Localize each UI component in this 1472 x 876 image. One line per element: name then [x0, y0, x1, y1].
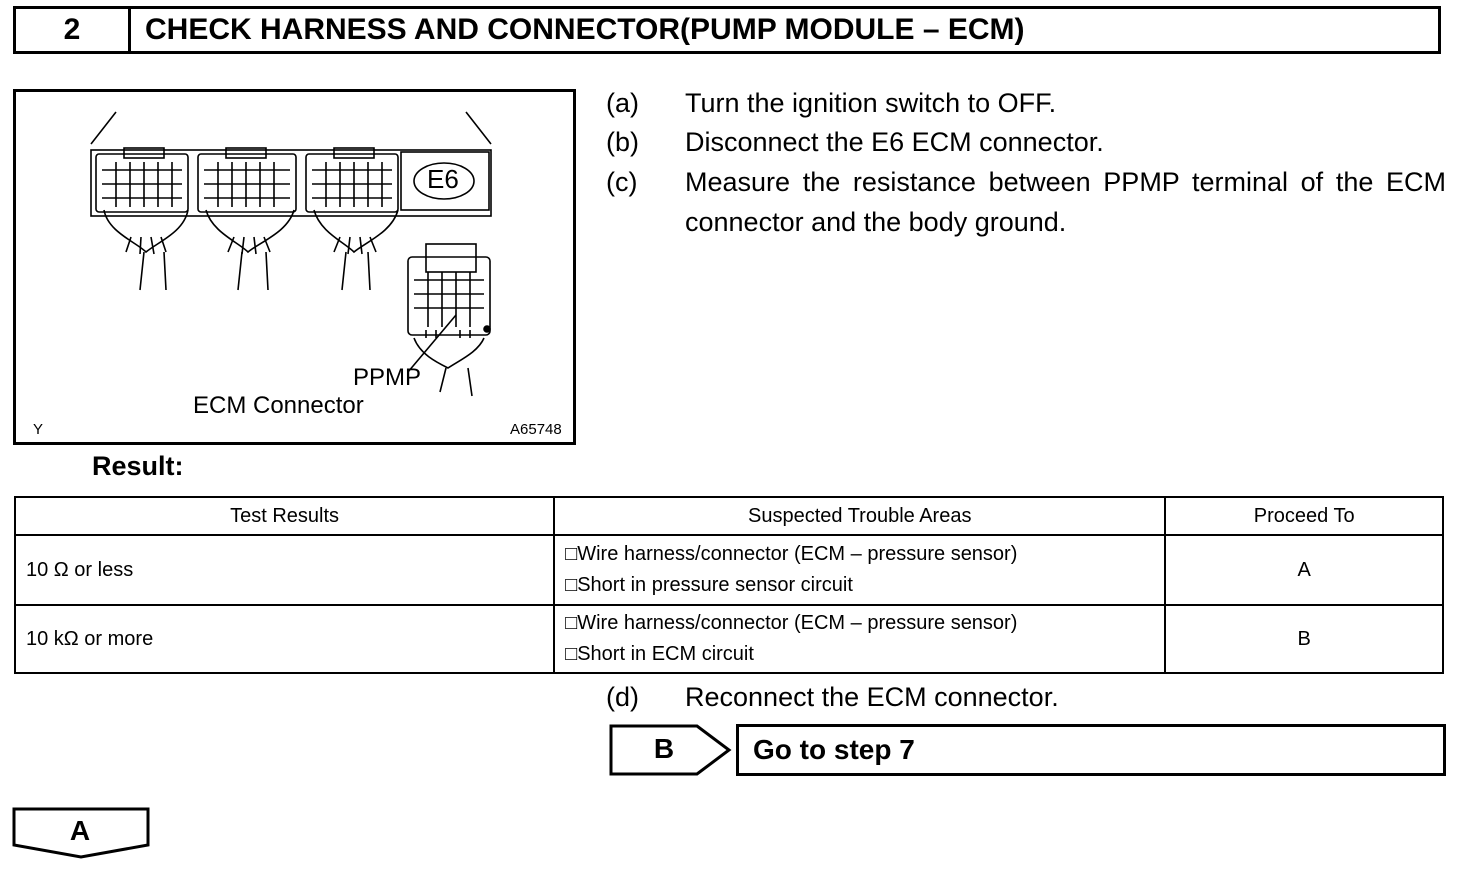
table-row — [15, 535, 1443, 605]
result-label: Result: — [92, 451, 184, 481]
proceed-to-cell: B — [1165, 605, 1443, 673]
connector-illustration — [13, 89, 576, 445]
instruction-d — [606, 677, 1446, 717]
table-header-row — [15, 497, 1443, 535]
go-to-step-link[interactable]: Go to step 7 — [736, 724, 1446, 776]
connector-label: ECM Connector — [193, 392, 364, 419]
instruction-c — [606, 162, 1446, 242]
instruction-letter: (d) — [606, 682, 639, 712]
corner-mark: Y — [33, 421, 44, 438]
connector-id-label: E6 — [427, 164, 459, 194]
test-result-cell: 10 Ω or less — [15, 535, 554, 605]
instruction-text: Disconnect the E6 ECM connector. — [685, 127, 1104, 157]
terminal-label: PPMP — [353, 364, 422, 391]
trouble-area: □Short in pressure sensor circuit — [565, 574, 853, 596]
instruction-letter: (b) — [606, 127, 639, 157]
step-number: 2 — [16, 9, 131, 51]
column-header: Suspected Trouble Areas — [554, 497, 1165, 535]
instruction-b — [606, 122, 1446, 162]
instruction-letter: (c) — [606, 167, 638, 197]
step-title: CHECK HARNESS AND CONNECTOR(PUMP MODULE – ECM) — [145, 13, 1025, 46]
ecm-connector-drawing — [16, 92, 573, 442]
column-header: Proceed To — [1165, 497, 1443, 535]
figure-id: A65748 — [510, 421, 562, 438]
branch-a-label[interactable]: A — [69, 815, 91, 846]
step-header — [13, 6, 1441, 54]
trouble-area: □Short in ECM circuit — [565, 643, 754, 665]
ppmp-terminal-dot — [484, 326, 490, 332]
instruction-text: Measure the resistance between PPMP terminal of the ECM connector and the body ground. — [685, 167, 1446, 237]
trouble-areas-cell — [554, 605, 1165, 673]
trouble-area: □Wire harness/connector (ECM – pressure sensor) — [565, 612, 1018, 634]
results-table — [14, 496, 1444, 674]
column-header: Test Results — [15, 497, 554, 535]
proceed-to-cell: A — [1165, 535, 1443, 605]
trouble-areas-cell — [554, 535, 1165, 605]
branch-b-label[interactable]: B — [653, 733, 675, 764]
table-row — [15, 605, 1443, 673]
trouble-area: □Wire harness/connector (ECM – pressure sensor) — [565, 543, 1018, 565]
instruction-letter: (a) — [606, 88, 639, 118]
instruction-text: Turn the ignition switch to OFF. — [685, 88, 1057, 118]
test-result-cell: 10 kΩ or more — [15, 605, 554, 673]
instruction-text: Reconnect the ECM connector. — [685, 682, 1059, 712]
instruction-a — [606, 83, 1446, 123]
